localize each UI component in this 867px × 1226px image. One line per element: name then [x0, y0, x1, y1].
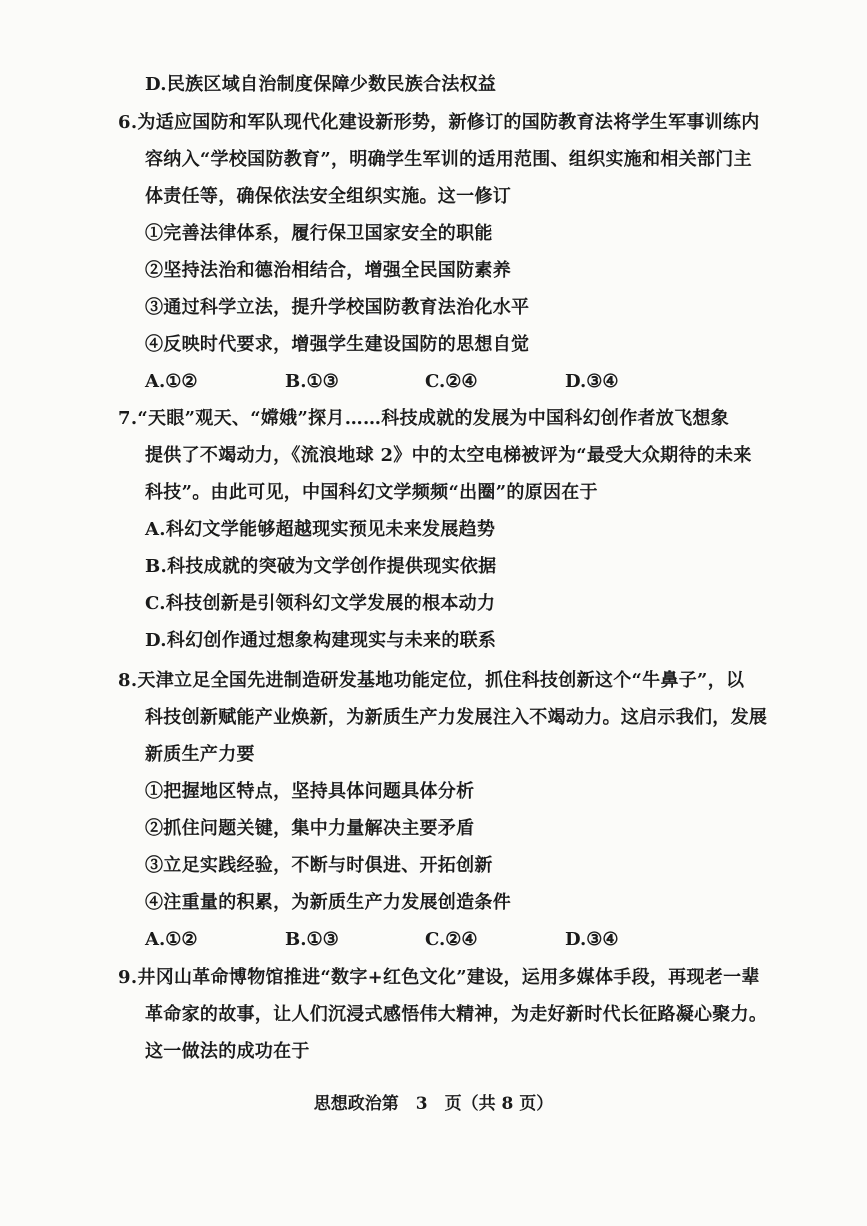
q8-stem-line-2: 科技创新赋能产业焕新，为新质生产力发展注入不竭动力。这启示我们，发展: [145, 707, 768, 728]
q8-item-4: ④注重量的积累，为新质生产力发展创造条件: [145, 892, 511, 913]
q9-stem-line-2: 革命家的故事，让人们沉浸式感悟伟大精神，为走好新时代长征路凝心聚力。: [145, 1004, 768, 1025]
q6-option-a: A.①②: [145, 371, 198, 392]
q9-stem-line-3: 这一做法的成功在于: [145, 1041, 310, 1062]
q8-option-c: C.②④: [425, 929, 478, 950]
q6-stem-line-3: 体责任等，确保依法安全组织实施。这一修订: [145, 186, 511, 207]
q6-item-4: ④反映时代要求，增强学生建设国防的思想自觉: [145, 334, 530, 355]
q8-stem-line-3: 新质生产力要: [145, 744, 255, 765]
q6-item-3: ③通过科学立法，提升学校国防教育法治化水平: [145, 297, 530, 318]
q8-item-1: ①把握地区特点，坚持具体问题具体分析: [145, 781, 475, 802]
q6-option-d: D.③④: [565, 371, 619, 392]
q8-option-a: A.①②: [145, 929, 198, 950]
q6-item-2: ②坚持法治和德治相结合，增强全民国防素养: [145, 260, 511, 281]
q8-option-d: D.③④: [565, 929, 619, 950]
q6-item-1: ①完善法律体系，履行保卫国家安全的职能: [145, 223, 493, 244]
q6-option-b: B.①③: [285, 371, 339, 392]
q6-option-c: C.②④: [425, 371, 478, 392]
q7-choice-c: C.科技创新是引领科幻文学发展的根本动力: [145, 593, 496, 614]
q8-item-3: ③立足实践经验，不断与时俱进、开拓创新: [145, 855, 493, 876]
q7-choice-d: D.科幻创作通过想象构建现实与未来的联系: [145, 630, 497, 651]
q5-option-d: D.民族区域自治制度保障少数民族合法权益: [145, 74, 497, 95]
q7-stem-line-2: 提供了不竭动力，《流浪地球 2》中的太空电梯被评为“最受大众期待的未来: [145, 445, 752, 466]
q8-stem-line-1: 8.天津立足全国先进制造研发基地功能定位，抓住科技创新这个“牛鼻子”，以: [118, 670, 745, 691]
q8-item-2: ②抓住问题关键，集中力量解决主要矛盾: [145, 818, 475, 839]
q7-stem-line-3: 科技”。由此可见，中国科幻文学频频“出圈”的原因在于: [145, 482, 598, 503]
q6-stem-line-1: 6.为适应国防和军队现代化建设新形势，新修订的国防教育法将学生军事训练内: [118, 112, 760, 133]
q7-choice-a: A.科幻文学能够超越现实预见未来发展趋势: [145, 519, 496, 540]
q6-stem-line-2: 容纳入“学校国防教育”，明确学生军训的适用范围、组织实施和相关部门主: [145, 149, 752, 170]
q8-option-b: B.①③: [285, 929, 339, 950]
page-footer: 思想政治第 3 页（共 8 页）: [313, 1094, 554, 1114]
q7-stem-line-1: 7.“天眼”观天、“嫦娥”探月……科技成就的发展为中国科幻创作者放飞想象: [118, 408, 730, 429]
q7-choice-b: B.科技成就的突破为文学创作提供现实依据: [145, 556, 497, 577]
q9-stem-line-1: 9.井冈山革命博物馆推进“数字+红色文化”建设，运用多媒体手段，再现老一辈: [118, 967, 760, 988]
